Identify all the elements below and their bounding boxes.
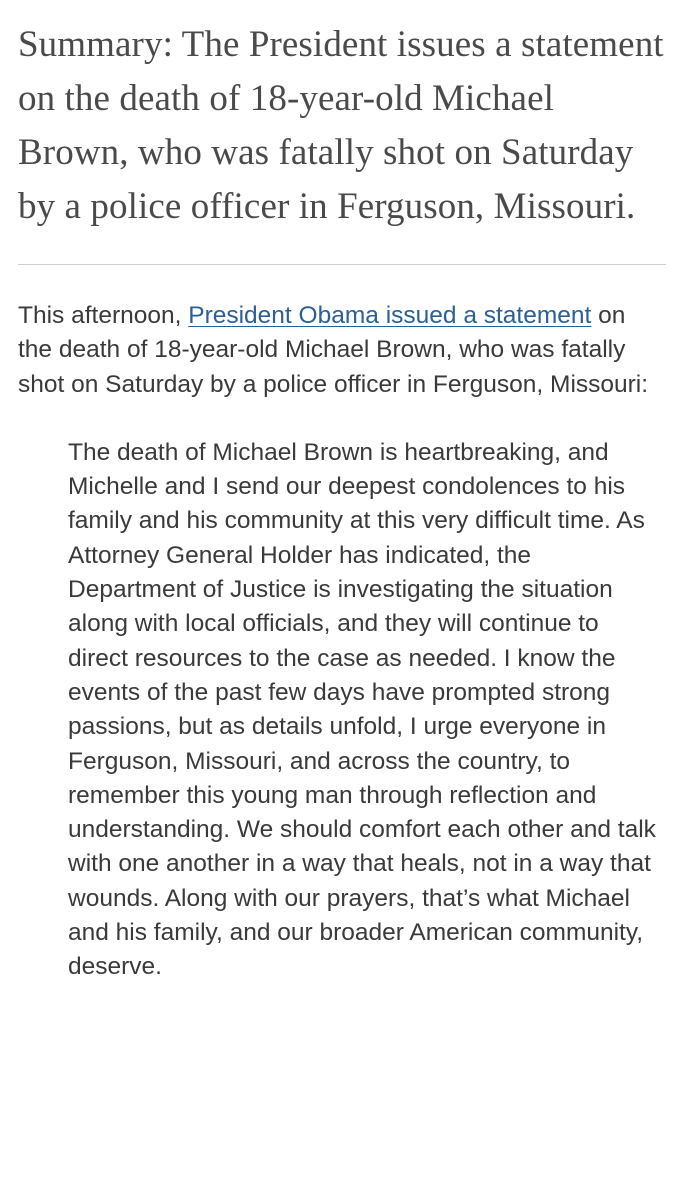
- intro-paragraph: [18, 299, 666, 402]
- statement-quote: The death of Michael Brown is heartbreaking, and Michelle and I send our deepest condolences to his family and his community at this very difficult time. As Attorney General Holder has indicated, the Department of Justice is investigating the situation along with local officials, and they will continue to direct resources to the case as needed. I know the events of the past few days have prompted strong passions, but as details unfold, I urge everyone in Ferguson, Missouri, and across the country, to remember this young man through reflection and understanding. We should comfort each other and talk with one another in a way that heals, not in a way that wounds. Along with our prayers, that’s what Michael and his family, and our broader American community, deserve.: [68, 438, 656, 981]
- statement-link[interactable]: President Obama issued a statement: [188, 302, 592, 329]
- intro-text-before-link: This afternoon,: [18, 302, 189, 329]
- intro-text-after-link: on the death of 18-year-old Michael Brown, who was fatally shot on Saturday by a police officer in Ferguson, Missouri:: [18, 302, 649, 398]
- section-divider: [18, 264, 666, 265]
- article-summary: Summary: The President issues a statement on the death of 18-year-old Michael Brown, who was fatally shot on Saturday by a police officer in Ferguson, Missouri.: [18, 24, 664, 227]
